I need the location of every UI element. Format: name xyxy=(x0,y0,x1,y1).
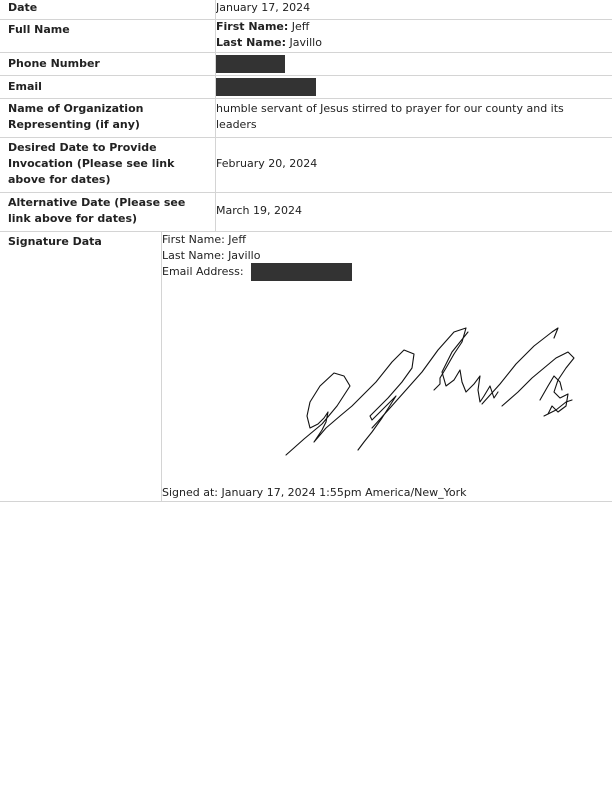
alternative-date-label-line2: link above for dates) xyxy=(8,212,138,225)
date-label: Date xyxy=(8,1,38,14)
email-label: Email xyxy=(8,80,42,93)
phone-label: Phone Number xyxy=(8,57,100,70)
last-name-line xyxy=(216,35,322,51)
alternative-date-row xyxy=(0,193,612,232)
email-row xyxy=(0,76,612,99)
last-name-value: Javillo xyxy=(289,36,322,49)
first-name-line xyxy=(216,19,309,35)
phone-redaction xyxy=(215,55,285,73)
column-divider-top xyxy=(215,0,216,231)
organization-value-line1: humble servant of Jesus stirred to prayer for our county and its xyxy=(216,102,564,115)
phone-row xyxy=(0,53,612,76)
desired-date-value: February 20, 2024 xyxy=(216,157,318,170)
desired-date-label-line2: Invocation (Please see link xyxy=(8,157,175,170)
first-name-label: First Name: xyxy=(216,20,289,33)
signature-label: Signature Data xyxy=(8,235,102,248)
date-value: January 17, 2024 xyxy=(216,1,311,14)
date-row xyxy=(0,0,612,20)
signature-email-label: Email Address: xyxy=(162,265,244,278)
column-divider-signature xyxy=(161,232,162,501)
organization-label-line1: Name of Organization xyxy=(8,102,144,115)
full-name-label: Full Name xyxy=(8,23,70,36)
handwritten-signature xyxy=(282,324,582,459)
signature-email-redaction xyxy=(251,263,352,281)
full-name-row xyxy=(0,19,612,53)
desired-date-row xyxy=(0,138,612,193)
first-name-value: Jeff xyxy=(291,20,310,33)
alternative-date-label-line1: Alternative Date (Please see xyxy=(8,196,186,209)
organization-label-line2: Representing (if any) xyxy=(8,118,140,131)
organization-value-line2: leaders xyxy=(216,118,257,131)
desired-date-label-line3: above for dates) xyxy=(8,173,111,186)
signature-first-name: First Name: Jeff xyxy=(162,233,246,246)
organization-row xyxy=(0,99,612,138)
signed-at: Signed at: January 17, 2024 1:55pm America/New_York xyxy=(162,486,467,499)
email-redaction xyxy=(215,78,316,96)
alternative-date-value: March 19, 2024 xyxy=(216,204,303,217)
desired-date-label-line1: Desired Date to Provide xyxy=(8,141,157,154)
signature-last-name: Last Name: Javillo xyxy=(162,249,261,262)
last-name-label: Last Name: xyxy=(216,36,287,49)
